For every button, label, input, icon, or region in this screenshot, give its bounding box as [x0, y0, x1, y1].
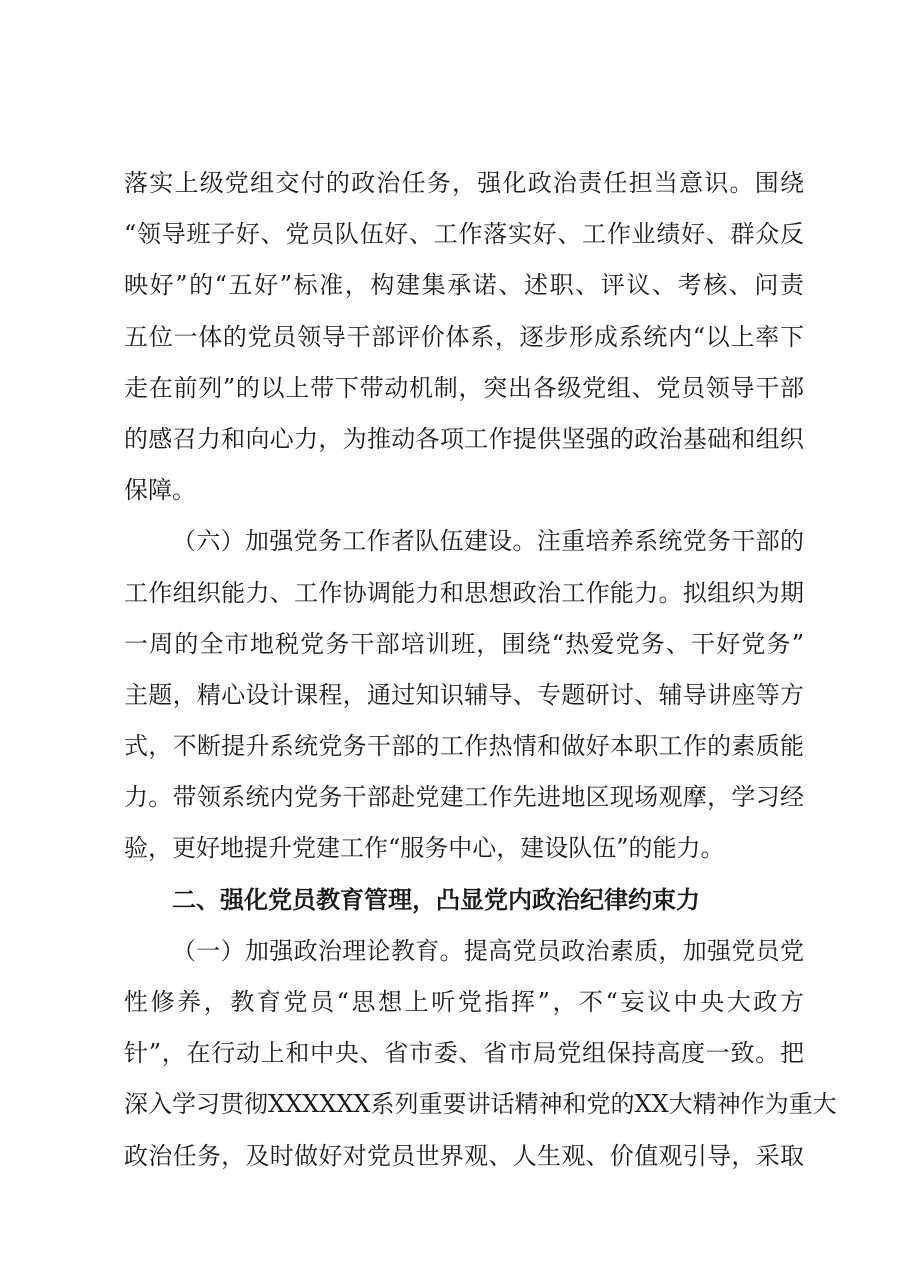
paragraph-line: 性修养，教育党员“思想上听党指挥”，不“妄议中央大政方 — [124, 988, 804, 1016]
paragraph-line: 映好”的“五好”标准，构建集承诺、述职、评议、考核、问责 — [124, 271, 804, 300]
paragraph-line: 的感召力和向心力，为推动各项工作提供坚强的政治基础和组织 — [124, 424, 804, 453]
paragraph-line: “领导班子好、党员队伍好、工作落实好、工作业绩好、群众反 — [124, 220, 804, 249]
chapter-heading-two: 二、强化党员教育管理，凸显党内政治纪律约束力 — [172, 885, 700, 914]
paragraph-line: 验，更好地提升党建工作“服务中心，建设队伍”的能力。 — [124, 834, 725, 863]
section-heading-six: （六）加强党务工作者队伍建设。注重培养系统党务干部的 — [172, 527, 804, 556]
paragraph-line: 式，不断提升系统党务干部的工作热情和做好本职工作的素质能 — [124, 732, 804, 761]
paragraph-line: 工作组织能力、工作协调能力和思想政治工作能力。拟组织为期 — [124, 578, 804, 607]
paragraph-line: 政治任务，及时做好对党员世界观、人生观、价值观引导，采取 — [124, 1141, 804, 1170]
paragraph-line: 针”，在行动上和中央、省市委、省市局党组保持高度一致。把 — [124, 1039, 804, 1068]
paragraph-line: 一周的全市地税党务干部培训班，围绕“热爱党务、干好党务” — [124, 629, 804, 658]
paragraph-line: 主题，精心设计课程，通过知识辅导、专题研讨、辅导讲座等方 — [124, 680, 804, 709]
document-body — [124, 158, 837, 1182]
paragraph-line: 走在前列”的以上带下带动机制，突出各级党组、党员领导干部 — [124, 373, 804, 402]
paragraph-line: 深入学习贯彻XXXXXX系列重要讲话精神和党的XX大精神作为重大 — [124, 1090, 837, 1119]
paragraph-line: 力。带领系统内党务干部赴党建工作先进地区现场观摩，学习经 — [124, 783, 804, 812]
paragraph-line: 保障。 — [124, 476, 196, 505]
paragraph-line: 五位一体的党员领导干部评价体系，逐步形成系统内“以上率下 — [124, 322, 804, 351]
section-heading-one: （一）加强政治理论教育。提高党员政治素质，加强党员党 — [172, 936, 804, 965]
paragraph-line: 落实上级党组交付的政治任务，强化政治责任担当意识。围绕 — [124, 169, 804, 197]
